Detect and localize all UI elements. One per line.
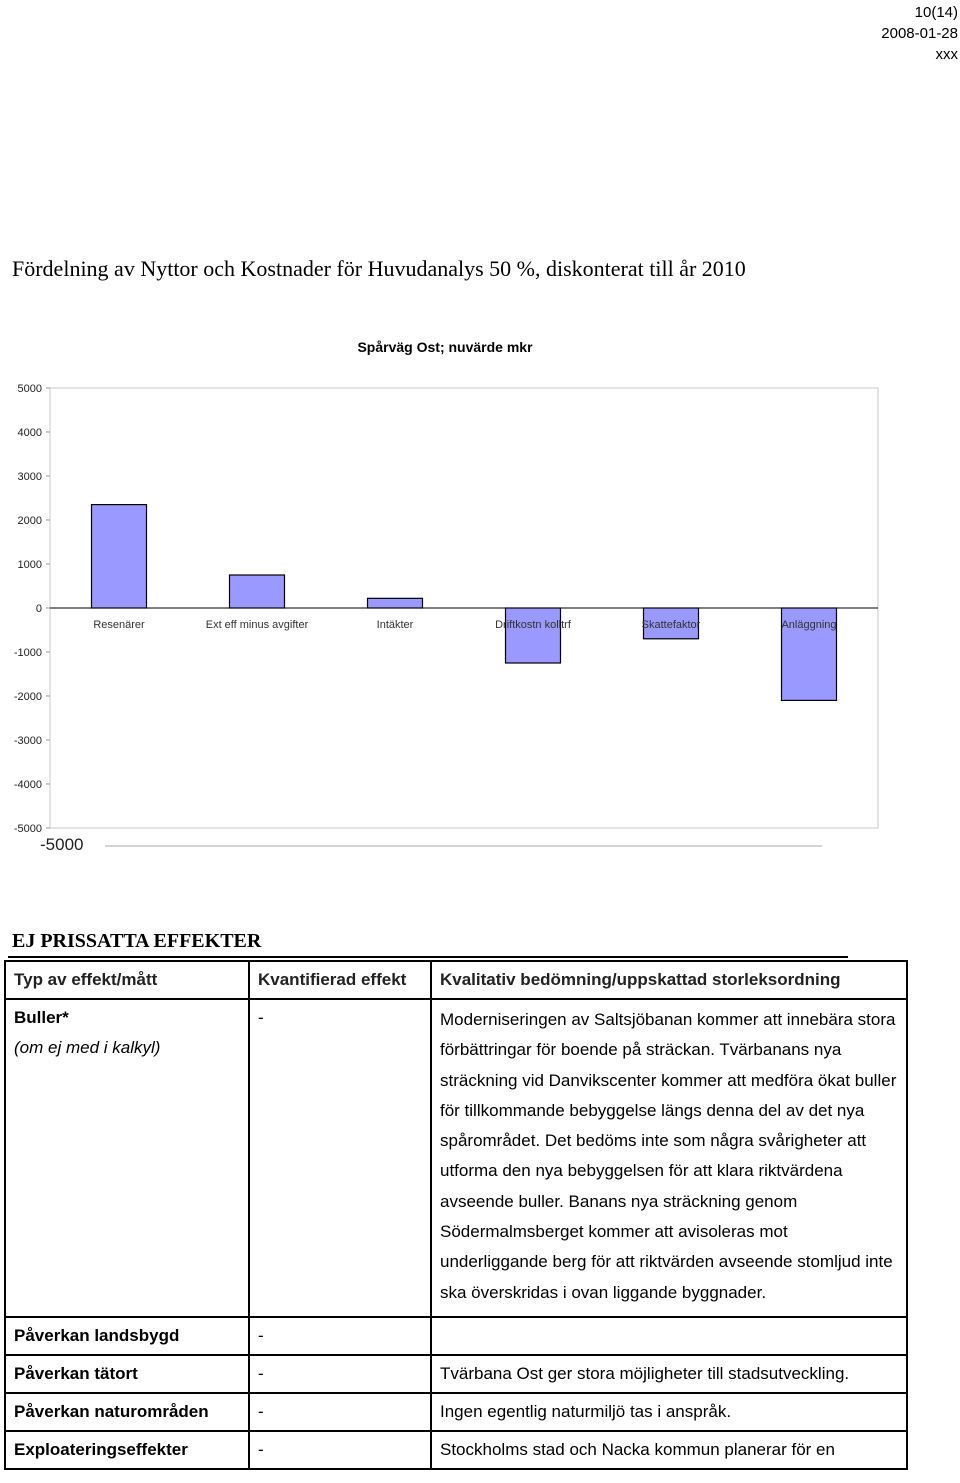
document-date: 2008-01-28 <box>881 25 958 42</box>
bar <box>230 575 285 608</box>
row-quantified: - <box>249 999 431 1317</box>
page-header <box>881 2 958 65</box>
table-header-row <box>5 961 907 999</box>
row-type-note: (om ej med i kalkyl) <box>14 1038 161 1057</box>
x-tick-label: Driftkostn kolltrf <box>495 619 571 631</box>
table-row <box>5 999 907 1317</box>
document-ref: xxx <box>935 46 958 63</box>
section-rule <box>8 956 848 958</box>
row-type: Påverkan tätort <box>5 1355 249 1393</box>
table-row <box>5 1393 907 1431</box>
bar <box>92 505 147 608</box>
table-row <box>5 1317 907 1355</box>
row-qualitative: Moderniseringen av Saltsjöbanan kommer att innebära stora förbättringar för boende på sträckan. Tvärbanans nya sträckning vid Danvikscenter kommer att medföra ökat buller för tillkommande bebyggelse längs denna del av det nya spårområdet. Det bedöms inte som några svårigheter att utforma den nya bebyggelsen för att klara riktvärdena avseende buller. Banans nya sträckning genom Södermalmsberget kommer att avisoleras mot underliggande berg för att riktvärden avseende stomljud inte ska överskridas i ovan liggande byggnader. <box>431 999 907 1317</box>
row-quantified: - <box>249 1317 431 1355</box>
row-type-cell <box>5 999 249 1317</box>
row-quantified: - <box>249 1393 431 1431</box>
header-type: Typ av effekt/mått <box>5 961 249 999</box>
y-tick-label: 4000 <box>17 427 42 439</box>
row-type: Exploateringseffekter <box>5 1431 249 1469</box>
document-title: Fördelning av Nyttor och Kostnader för Huvudanalys 50 %, diskonterat till år 2010 <box>12 256 746 281</box>
chart-title: Spårväg Ost; nuvärde mkr <box>357 339 533 355</box>
y-tick-label: -5000 <box>13 823 42 835</box>
y-tick-label: -3000 <box>13 735 42 747</box>
x-tick-label: Resenärer <box>93 619 145 631</box>
chart-svg <box>0 330 960 870</box>
row-qualitative: Ingen egentlig naturmiljö tas i anspråk. <box>431 1393 907 1431</box>
row-qualitative <box>431 1317 907 1355</box>
header-quantified: Kvantifierad effekt <box>249 961 431 999</box>
header-qualitative: Kvalitativ bedömning/uppskattad storleksordning <box>431 961 907 999</box>
row-type: Buller* <box>14 1008 69 1027</box>
y-tick-label: 1000 <box>17 559 42 571</box>
x-tick-label: Skattefaktor <box>641 619 701 631</box>
y-tick-label: 5000 <box>17 383 42 395</box>
bar <box>368 598 423 608</box>
row-qualitative: Tvärbana Ost ger stora möjligheter till stadsutveckling. <box>431 1355 907 1393</box>
y-tick-label: -2000 <box>13 691 42 703</box>
x-tick-label: Ext eff minus avgifter <box>205 619 309 631</box>
y-tick-label: 2000 <box>17 515 42 527</box>
row-type: Påverkan naturområden <box>5 1393 249 1431</box>
y-tick-label: 3000 <box>17 471 42 483</box>
row-quantified: - <box>249 1431 431 1469</box>
section-title: EJ PRISSATTA EFFEKTER <box>12 930 262 952</box>
y-tick-label: -1000 <box>13 647 42 659</box>
x-tick-label: Anläggning <box>781 619 837 631</box>
page-number: 10(14) <box>914 4 958 21</box>
table-row <box>5 1431 907 1469</box>
row-quantified: - <box>249 1355 431 1393</box>
row-qualitative: Stockholms stad och Nacka kommun planerar för en <box>431 1431 907 1469</box>
effects-table <box>4 960 908 1470</box>
y-tick-label: 0 <box>35 603 42 615</box>
row-type: Påverkan landsbygd <box>5 1317 249 1355</box>
benefit-cost-chart <box>0 330 960 870</box>
y-extra-label: -5000 <box>40 835 84 854</box>
y-tick-label: -4000 <box>13 779 42 791</box>
x-tick-label: Intäkter <box>376 619 414 631</box>
bar <box>506 608 561 663</box>
table-row <box>5 1355 907 1393</box>
